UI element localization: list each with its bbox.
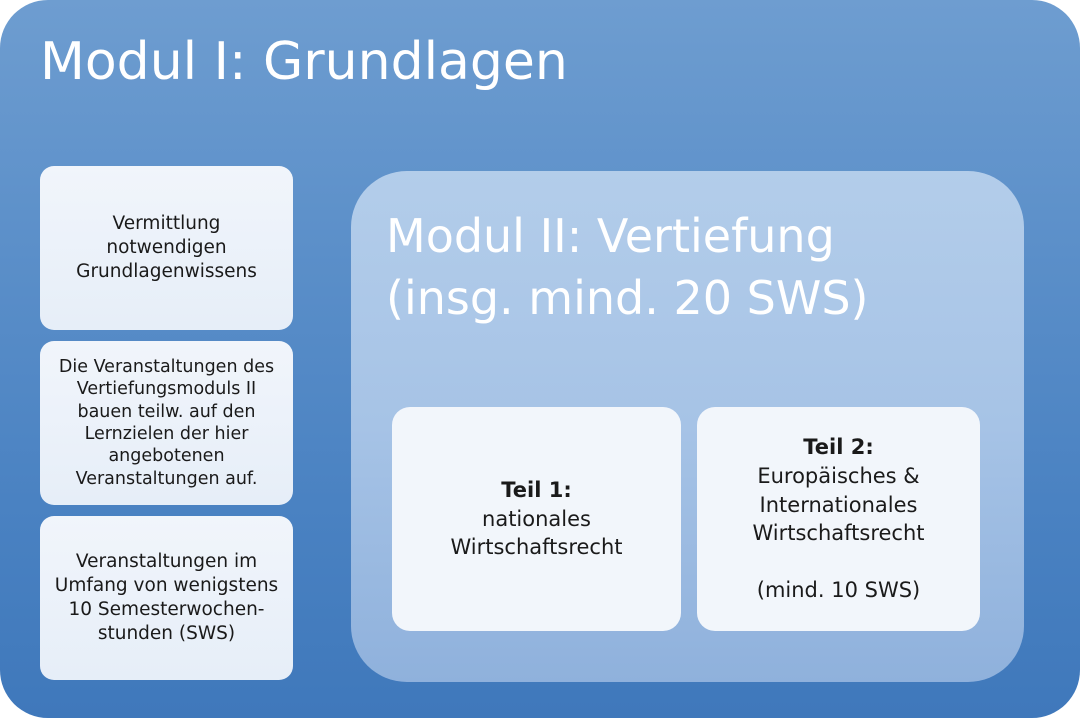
box-line: Lernzielen der hier	[84, 424, 249, 444]
box-line: Grundlagenwissens	[76, 261, 257, 283]
teil-2-box	[697, 407, 980, 631]
grundlagen-box-scope	[40, 516, 293, 680]
grundlagen-box-relation-text	[59, 356, 274, 490]
grundlagen-box-relation	[40, 341, 293, 505]
teil-1-box	[392, 407, 681, 631]
teil-2-line: Internationales	[759, 492, 918, 517]
modul-2-title	[386, 206, 868, 329]
modul-1-title: Modul I: Grundlagen	[40, 32, 568, 92]
box-line: notwendigen	[106, 236, 227, 258]
grundlagen-box-purpose	[40, 166, 293, 330]
teil-1-line: nationales	[482, 506, 591, 531]
box-line: Vermittlung	[112, 212, 221, 234]
box-line: Die Veranstaltungen des	[58, 356, 275, 377]
teil-2-line: Wirtschaftsrecht	[752, 521, 925, 546]
teil-2-heading: Teil 2:	[803, 434, 874, 459]
box-line: Umfang von wenigstens	[54, 574, 279, 596]
teil-2-line: Europäisches &	[757, 463, 920, 488]
modul-2-container	[351, 171, 1024, 682]
teil-1-heading: Teil 1:	[501, 477, 572, 502]
modul-2-title-line: Modul II: Vertiefung	[386, 209, 835, 263]
teil-2-note: (mind. 10 SWS)	[756, 578, 921, 603]
box-line: Veranstaltungen im	[75, 550, 258, 572]
grundlagen-box-purpose-text	[76, 212, 257, 284]
box-line: angebotenen	[108, 446, 225, 467]
box-line: bauen teilw. auf den	[77, 401, 256, 422]
box-line: 10 Semesterwochen-	[68, 599, 265, 620]
teil-1-line: Wirtschaftsrecht	[450, 535, 623, 560]
box-line: stunden (SWS)	[97, 623, 236, 645]
grundlagen-box-scope-text	[55, 550, 278, 646]
box-line: Veranstaltungen auf.	[75, 468, 258, 489]
box-line: Vertiefungsmoduls II	[76, 379, 257, 400]
modul-2-subtitle-line: (insg. mind. 20 SWS)	[386, 270, 869, 325]
